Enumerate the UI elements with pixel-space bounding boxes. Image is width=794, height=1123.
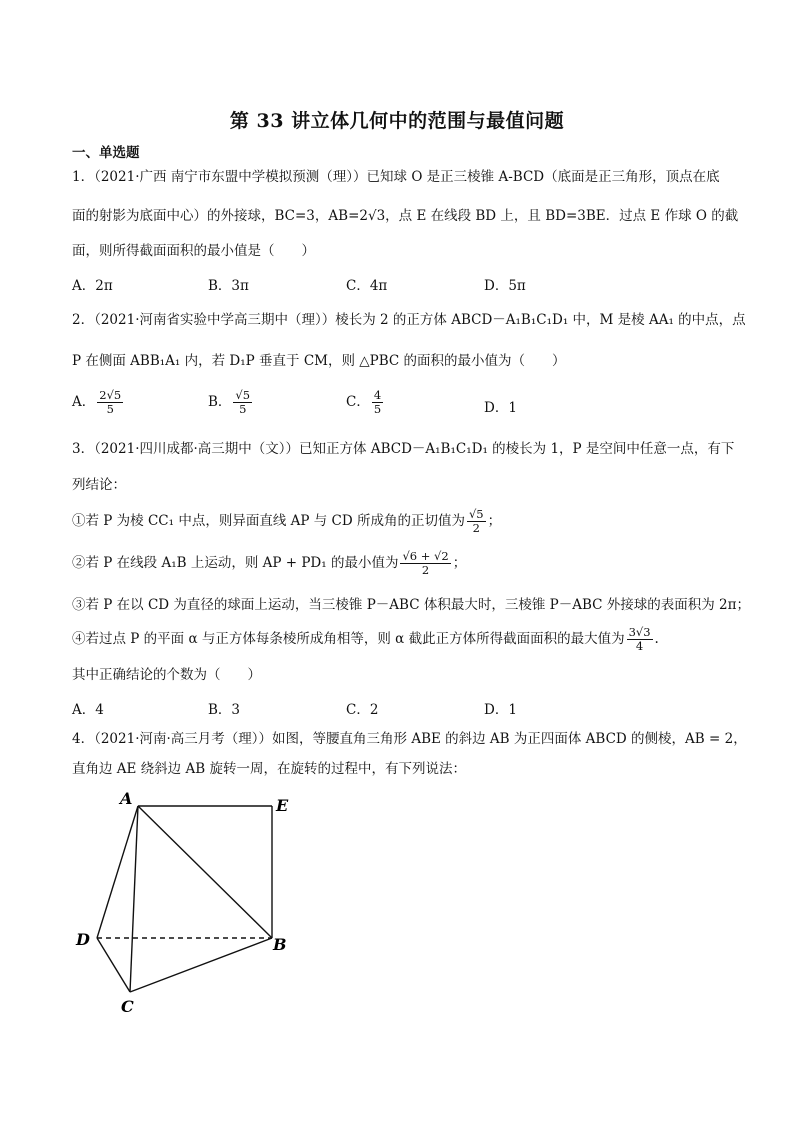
section-heading: 一、单选题 — [72, 145, 140, 161]
fraction-denominator: 2 — [472, 521, 480, 535]
q3-option-d: D．1 — [484, 702, 517, 718]
fraction-denominator: 4 — [635, 639, 644, 653]
edge-AC — [130, 806, 138, 992]
vertex-label-A: A — [120, 789, 133, 808]
q1-option-d: D．5π — [484, 278, 526, 294]
vertex-label-C: C — [121, 997, 134, 1016]
q2-option-b — [208, 389, 254, 416]
q2-option-a-label: A． — [72, 394, 96, 410]
q3-s1-text: ①若 P 为棱 CC₁ 中点，则异面直线 AP 与 CD 所成角的正切值为 — [72, 513, 465, 529]
page-title: 第 33 讲立体几何中的范围与最值问题 — [229, 110, 565, 132]
q4-line2: 直角边 AE 绕斜边 AB 旋转一周，在旋转的过程中，有下列说法： — [72, 761, 466, 777]
q3-option-c: C．2 — [346, 702, 379, 718]
q1-option-b: B．3π — [208, 278, 249, 294]
fraction-denominator: 5 — [239, 402, 247, 416]
q3-statement-1 — [72, 506, 501, 536]
q1-line1: 1．（2021·广西 南宁市东盟中学模拟预测（理））已知球 O 是正三棱锥 A-BCD（底面是正三角形，顶点在底 — [72, 169, 720, 185]
q1-line2: 面的射影为底面中心）的外接球，BC=3，AB=2√3，点 E 在线段 BD 上，且 BD=3BE．过点 E 作球 O 的截 — [72, 208, 739, 224]
fraction-denominator: 5 — [106, 402, 114, 416]
q3-s1-fraction — [467, 508, 486, 535]
q3-question: 其中正确结论的个数为（ ） — [72, 667, 261, 683]
vertex-label-E: E — [276, 796, 289, 815]
q2-line1: 2．（2021·河南省实验中学高三期中（理））棱长为 2 的正方体 ABCD－A₁B₁C₁D₁ 中，M 是棱 AA₁ 的中点，点 — [72, 312, 746, 328]
q4-line1: 4．（2021·河南·高三月考（理））如图，等腰直角三角形 ABE 的斜边 AB 为正四面体 ABCD 的侧棱，AB = 2， — [72, 731, 747, 747]
q2-option-c-label: C． — [346, 394, 370, 410]
q3-s4-end: . — [654, 631, 659, 647]
fraction-numerator: 2√5 — [99, 388, 122, 402]
q2-line2: P 在侧面 ABB₁A₁ 内，若 D₁P 垂直于 CM，则 △PBC 的面积的最小值为（ ） — [72, 353, 566, 369]
q3-s2-fraction — [400, 550, 450, 577]
q2-option-b-fraction — [233, 389, 252, 416]
q3-line2: 列结论： — [72, 477, 126, 493]
fraction-numerator: √6 + √2 — [402, 549, 449, 563]
q3-statement-3: ③若 P 在以 CD 为直径的球面上运动，当三棱锥 P－ABC 体积最大时，三棱锥 P－ABC 外接球的表面积为 2π； — [72, 597, 750, 613]
edge-AB — [138, 806, 272, 938]
q3-option-a: A．4 — [72, 702, 104, 718]
fraction-numerator: 3√3 — [628, 625, 651, 639]
edge-CB — [130, 938, 272, 992]
q3-s2-end: ； — [452, 555, 467, 571]
q3-statement-4 — [72, 624, 659, 654]
q3-option-b: B．3 — [208, 702, 241, 718]
q3-line1: 3．（2021·四川成都·高三期中（文））已知正方体 ABCD－A₁B₁C₁D₁ 的棱长为 1，P 是空间中任意一点，有下 — [72, 441, 735, 457]
fraction-denominator: 5 — [373, 402, 382, 416]
q3-s1-end: ； — [487, 513, 502, 529]
q3-s4-fraction — [627, 626, 653, 653]
q2-option-a — [72, 389, 125, 416]
vertex-label-D: D — [76, 930, 90, 949]
q1-option-a: A．2π — [72, 278, 113, 294]
vertex-label-B: B — [273, 935, 287, 954]
edge-AD — [97, 806, 138, 938]
q2-option-b-label: B． — [208, 394, 232, 410]
fraction-numerator: √5 — [235, 388, 251, 402]
q2-option-c-fraction — [372, 389, 383, 416]
q3-statement-2 — [72, 548, 466, 578]
fraction-numerator: √5 — [468, 507, 484, 521]
q1-option-c: C．4π — [346, 278, 388, 294]
fraction-denominator: 2 — [421, 563, 430, 577]
q2-option-c — [346, 389, 385, 416]
q2-option-a-fraction — [97, 389, 123, 416]
q1-line3: 面，则所得截面面积的最小值是（ ） — [72, 243, 315, 259]
q2-option-d: D．1 — [484, 400, 517, 416]
q3-s4-text: ④若过点 P 的平面 α 与正方体每条棱所成角相等，则 α 截此正方体所得截面面积的最大值为 — [72, 631, 625, 647]
fraction-numerator: 4 — [373, 388, 382, 402]
edge-DC — [97, 938, 130, 992]
q3-s2-text: ②若 P 在线段 A₁B 上运动，则 AP + PD₁ 的最小值为 — [72, 555, 399, 571]
